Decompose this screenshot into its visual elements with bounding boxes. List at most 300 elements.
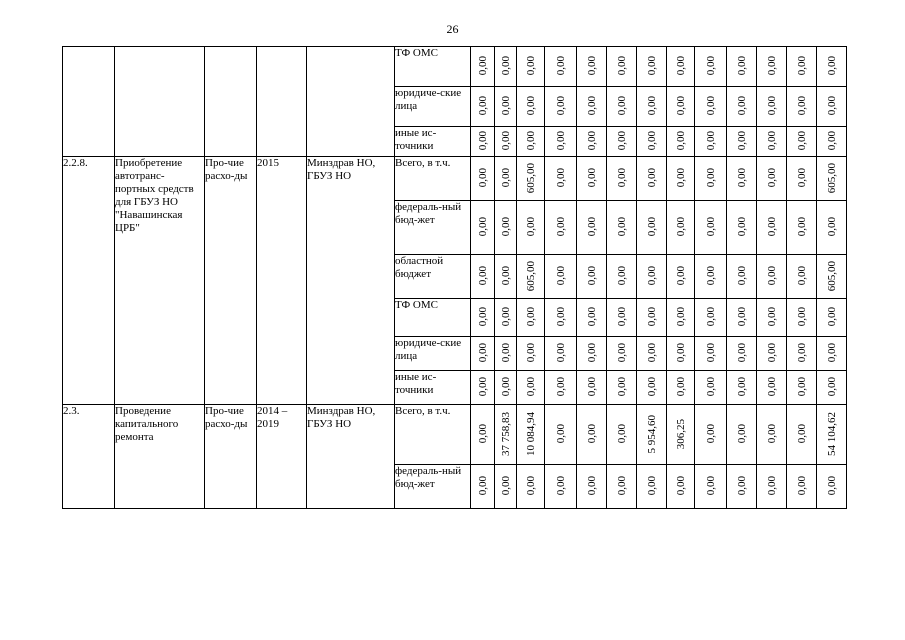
value-text: 0,00 xyxy=(674,476,687,496)
value-cell xyxy=(545,87,577,127)
item-name-cell: Проведение капитального ремонта xyxy=(115,405,205,509)
value-text: 0,00 xyxy=(524,377,537,397)
page-number: 26 xyxy=(446,22,459,36)
funding-source-cell: Всего, в т.ч. xyxy=(395,405,471,465)
value-text: 0,00 xyxy=(476,343,489,363)
value-text: 0,00 xyxy=(585,168,598,188)
value-cell xyxy=(757,157,787,201)
value-cell xyxy=(471,465,495,509)
value-text: 0,00 xyxy=(765,424,778,444)
value-text: 0,00 xyxy=(795,476,808,496)
value-text: 0,00 xyxy=(524,56,537,76)
budget-table xyxy=(62,46,847,509)
value-cell xyxy=(667,371,695,405)
value-wrapper xyxy=(637,157,666,199)
value-wrapper xyxy=(545,371,576,403)
value-cell xyxy=(545,47,577,87)
value-text: 0,00 xyxy=(615,343,628,363)
value-wrapper xyxy=(577,47,606,85)
value-wrapper xyxy=(727,127,756,155)
value-cell xyxy=(667,299,695,337)
value-cell xyxy=(817,87,847,127)
value-wrapper xyxy=(667,465,694,507)
value-cell xyxy=(695,201,727,255)
value-text: 0,00 xyxy=(704,476,717,496)
value-cell xyxy=(471,87,495,127)
value-wrapper xyxy=(545,157,576,199)
value-cell xyxy=(517,405,545,465)
value-cell xyxy=(667,405,695,465)
value-cell xyxy=(545,127,577,157)
value-cell xyxy=(695,127,727,157)
value-text: 0,00 xyxy=(704,424,717,444)
value-cell xyxy=(637,201,667,255)
value-text: 0,00 xyxy=(735,424,748,444)
value-cell xyxy=(471,371,495,405)
value-wrapper xyxy=(727,87,756,125)
value-text: 0,00 xyxy=(765,377,778,397)
value-cell xyxy=(757,87,787,127)
value-wrapper xyxy=(495,87,516,125)
value-cell xyxy=(667,465,695,509)
value-text: 0,00 xyxy=(554,96,567,116)
value-cell xyxy=(517,465,545,509)
funding-source-cell: иные ис-точники xyxy=(395,371,471,405)
value-text: 0,00 xyxy=(735,343,748,363)
value-text: 0,00 xyxy=(554,168,567,188)
value-cell xyxy=(727,255,757,299)
value-text: 0,00 xyxy=(704,266,717,286)
value-wrapper xyxy=(757,201,786,253)
value-cell xyxy=(545,299,577,337)
value-cell xyxy=(495,87,517,127)
value-wrapper xyxy=(607,87,636,125)
expense-type-cell xyxy=(205,47,257,157)
value-text: 0,00 xyxy=(704,131,717,151)
value-text: 0,00 xyxy=(735,56,748,76)
value-wrapper xyxy=(577,337,606,369)
value-wrapper xyxy=(637,337,666,369)
value-wrapper xyxy=(757,47,786,85)
value-cell xyxy=(667,87,695,127)
value-text: 0,00 xyxy=(645,217,658,237)
value-cell xyxy=(757,255,787,299)
value-wrapper xyxy=(495,157,516,199)
value-text: 0,00 xyxy=(704,307,717,327)
value-cell xyxy=(495,127,517,157)
value-cell xyxy=(757,299,787,337)
value-wrapper xyxy=(495,371,516,403)
value-wrapper xyxy=(817,337,846,369)
value-cell xyxy=(727,157,757,201)
value-text: 0,00 xyxy=(735,217,748,237)
value-wrapper xyxy=(545,465,576,507)
value-wrapper xyxy=(817,127,846,155)
value-wrapper xyxy=(577,127,606,155)
value-text: 0,00 xyxy=(704,217,717,237)
value-wrapper xyxy=(787,127,816,155)
value-cell xyxy=(667,47,695,87)
value-text: 0,00 xyxy=(554,307,567,327)
value-wrapper xyxy=(495,465,516,507)
value-text: 0,00 xyxy=(499,377,512,397)
value-wrapper xyxy=(577,87,606,125)
value-wrapper xyxy=(817,87,846,125)
value-wrapper xyxy=(787,337,816,369)
value-text: 0,00 xyxy=(499,307,512,327)
value-wrapper xyxy=(607,371,636,403)
value-cell xyxy=(787,47,817,87)
value-cell xyxy=(667,201,695,255)
value-cell xyxy=(607,201,637,255)
value-cell xyxy=(695,157,727,201)
value-text: 10 084,94 xyxy=(524,412,537,456)
value-text: 0,00 xyxy=(795,56,808,76)
value-wrapper xyxy=(787,255,816,297)
value-wrapper xyxy=(787,299,816,335)
value-cell xyxy=(817,299,847,337)
value-text: 0,00 xyxy=(825,131,838,151)
value-wrapper xyxy=(695,255,726,297)
value-cell xyxy=(607,157,637,201)
value-text: 0,00 xyxy=(825,343,838,363)
value-cell xyxy=(695,87,727,127)
table-row xyxy=(63,157,847,201)
value-text: 0,00 xyxy=(735,377,748,397)
value-wrapper xyxy=(471,255,494,297)
value-wrapper xyxy=(577,371,606,403)
value-wrapper xyxy=(495,299,516,335)
value-cell xyxy=(695,299,727,337)
value-cell xyxy=(495,371,517,405)
value-wrapper xyxy=(817,405,846,463)
value-cell xyxy=(727,337,757,371)
value-cell xyxy=(637,299,667,337)
value-text: 0,00 xyxy=(554,424,567,444)
value-cell xyxy=(787,87,817,127)
value-wrapper xyxy=(817,47,846,85)
value-text: 0,00 xyxy=(615,56,628,76)
value-cell xyxy=(817,157,847,201)
value-cell xyxy=(757,337,787,371)
value-wrapper xyxy=(577,465,606,507)
value-text: 0,00 xyxy=(765,266,778,286)
value-wrapper xyxy=(637,465,666,507)
value-wrapper xyxy=(607,405,636,463)
value-cell xyxy=(495,337,517,371)
value-wrapper xyxy=(757,157,786,199)
value-text: 0,00 xyxy=(585,217,598,237)
value-text: 0,00 xyxy=(585,377,598,397)
value-wrapper xyxy=(471,127,494,155)
value-wrapper xyxy=(695,87,726,125)
value-wrapper xyxy=(667,157,694,199)
value-text: 0,00 xyxy=(476,476,489,496)
value-cell xyxy=(727,405,757,465)
value-cell xyxy=(727,127,757,157)
value-text: 0,00 xyxy=(499,217,512,237)
value-text: 0,00 xyxy=(674,56,687,76)
value-cell xyxy=(545,465,577,509)
value-wrapper xyxy=(667,299,694,335)
value-cell xyxy=(495,157,517,201)
item-number-cell xyxy=(63,47,115,157)
value-text: 0,00 xyxy=(825,377,838,397)
value-cell xyxy=(517,255,545,299)
value-cell xyxy=(695,255,727,299)
value-wrapper xyxy=(667,201,694,253)
value-cell xyxy=(727,465,757,509)
value-cell xyxy=(495,255,517,299)
value-cell xyxy=(727,299,757,337)
value-text: 0,00 xyxy=(524,476,537,496)
value-cell xyxy=(577,405,607,465)
value-cell xyxy=(667,157,695,201)
value-wrapper xyxy=(607,337,636,369)
value-text: 0,00 xyxy=(674,168,687,188)
value-text: 0,00 xyxy=(825,56,838,76)
value-text: 0,00 xyxy=(524,131,537,151)
value-wrapper xyxy=(517,127,544,155)
executor-cell xyxy=(307,47,395,157)
value-text: 0,00 xyxy=(645,343,658,363)
value-cell xyxy=(577,371,607,405)
value-wrapper xyxy=(727,405,756,463)
value-text: 0,00 xyxy=(645,307,658,327)
value-text: 0,00 xyxy=(704,168,717,188)
value-cell xyxy=(471,255,495,299)
value-wrapper xyxy=(607,127,636,155)
value-wrapper xyxy=(695,127,726,155)
value-wrapper xyxy=(517,47,544,85)
value-cell xyxy=(577,87,607,127)
value-wrapper xyxy=(817,201,846,253)
value-cell xyxy=(607,255,637,299)
value-text: 0,00 xyxy=(476,377,489,397)
expense-type-cell: Про-чие расхо-ды xyxy=(205,157,257,405)
value-cell xyxy=(545,405,577,465)
value-text: 0,00 xyxy=(585,307,598,327)
value-text: 0,00 xyxy=(476,217,489,237)
value-text: 0,00 xyxy=(476,266,489,286)
value-text: 0,00 xyxy=(524,307,537,327)
value-text: 0,00 xyxy=(585,96,598,116)
value-wrapper xyxy=(577,201,606,253)
value-wrapper xyxy=(757,465,786,507)
value-text: 0,00 xyxy=(615,424,628,444)
funding-source-cell: Всего, в т.ч. xyxy=(395,157,471,201)
value-cell xyxy=(695,371,727,405)
value-text: 0,00 xyxy=(585,424,598,444)
value-cell xyxy=(577,299,607,337)
value-wrapper xyxy=(695,47,726,85)
value-wrapper xyxy=(577,157,606,199)
value-cell xyxy=(757,47,787,87)
value-wrapper xyxy=(757,299,786,335)
value-wrapper xyxy=(607,157,636,199)
value-text: 0,00 xyxy=(615,266,628,286)
value-wrapper xyxy=(637,47,666,85)
funding-source-cell: иные ис-точники xyxy=(395,127,471,157)
value-wrapper xyxy=(637,255,666,297)
value-text: 0,00 xyxy=(674,266,687,286)
value-text: 0,00 xyxy=(765,131,778,151)
value-text: 0,00 xyxy=(704,377,717,397)
value-cell xyxy=(545,201,577,255)
value-text: 605,00 xyxy=(825,162,838,194)
value-text: 0,00 xyxy=(795,96,808,116)
value-wrapper xyxy=(757,87,786,125)
value-cell xyxy=(495,47,517,87)
funding-source-cell: федераль-ный бюд-жет xyxy=(395,201,471,255)
value-cell xyxy=(517,47,545,87)
value-cell xyxy=(757,465,787,509)
value-wrapper xyxy=(727,371,756,403)
value-text: 0,00 xyxy=(674,96,687,116)
value-wrapper xyxy=(495,337,516,369)
value-cell xyxy=(577,127,607,157)
value-cell xyxy=(637,337,667,371)
value-wrapper xyxy=(495,201,516,253)
value-cell xyxy=(517,299,545,337)
value-cell xyxy=(577,47,607,87)
value-cell xyxy=(637,47,667,87)
value-wrapper xyxy=(495,127,516,155)
value-wrapper xyxy=(695,157,726,199)
item-number-cell: 2.2.8. xyxy=(63,157,115,405)
value-wrapper xyxy=(607,201,636,253)
table-row xyxy=(63,405,847,465)
value-wrapper xyxy=(817,299,846,335)
value-text: 0,00 xyxy=(645,131,658,151)
table-row xyxy=(63,47,847,87)
value-wrapper xyxy=(607,299,636,335)
value-text: 0,00 xyxy=(704,343,717,363)
value-cell xyxy=(517,371,545,405)
value-wrapper xyxy=(817,465,846,507)
value-wrapper xyxy=(471,371,494,403)
value-wrapper xyxy=(757,371,786,403)
value-wrapper xyxy=(545,127,576,155)
value-wrapper xyxy=(495,255,516,297)
value-text: 0,00 xyxy=(645,168,658,188)
value-text: 0,00 xyxy=(795,424,808,444)
value-text: 0,00 xyxy=(765,168,778,188)
value-wrapper xyxy=(695,405,726,463)
value-cell xyxy=(577,201,607,255)
value-cell xyxy=(695,465,727,509)
value-text: 0,00 xyxy=(674,131,687,151)
value-wrapper xyxy=(727,465,756,507)
value-cell xyxy=(787,127,817,157)
value-wrapper xyxy=(667,47,694,85)
executor-cell: Минздрав НО, ГБУЗ НО xyxy=(307,157,395,405)
value-text: 0,00 xyxy=(645,377,658,397)
value-text: 605,00 xyxy=(524,162,537,194)
value-text: 0,00 xyxy=(795,377,808,397)
value-cell xyxy=(495,405,517,465)
value-text: 0,00 xyxy=(704,96,717,116)
value-text: 0,00 xyxy=(795,266,808,286)
value-wrapper xyxy=(637,87,666,125)
value-text: 0,00 xyxy=(735,96,748,116)
value-cell xyxy=(787,299,817,337)
value-wrapper xyxy=(517,299,544,335)
value-wrapper xyxy=(471,157,494,199)
value-wrapper xyxy=(545,87,576,125)
funding-source-cell: юридиче-ские лица xyxy=(395,87,471,127)
value-text: 0,00 xyxy=(615,217,628,237)
value-text: 0,00 xyxy=(765,96,778,116)
value-cell xyxy=(667,337,695,371)
value-wrapper xyxy=(695,201,726,253)
value-cell xyxy=(787,465,817,509)
value-cell xyxy=(471,201,495,255)
executor-cell: Минздрав НО, ГБУЗ НО xyxy=(307,405,395,509)
value-text: 306,25 xyxy=(674,418,687,450)
value-text: 0,00 xyxy=(499,343,512,363)
value-text: 0,00 xyxy=(735,476,748,496)
value-cell xyxy=(787,255,817,299)
value-cell xyxy=(695,47,727,87)
item-number-cell: 2.3. xyxy=(63,405,115,509)
value-wrapper xyxy=(517,201,544,253)
value-text: 0,00 xyxy=(499,266,512,286)
value-text: 0,00 xyxy=(795,168,808,188)
value-text: 0,00 xyxy=(674,217,687,237)
value-wrapper xyxy=(637,405,666,463)
value-cell xyxy=(757,371,787,405)
value-text: 0,00 xyxy=(615,377,628,397)
value-wrapper xyxy=(517,465,544,507)
value-text: 0,00 xyxy=(476,307,489,327)
value-wrapper xyxy=(817,371,846,403)
value-text: 0,00 xyxy=(765,56,778,76)
value-text: 0,00 xyxy=(585,343,598,363)
value-text: 0,00 xyxy=(499,56,512,76)
value-wrapper xyxy=(695,337,726,369)
value-wrapper xyxy=(667,255,694,297)
value-cell xyxy=(471,47,495,87)
value-wrapper xyxy=(607,255,636,297)
value-wrapper xyxy=(787,465,816,507)
value-cell xyxy=(607,299,637,337)
years-cell xyxy=(257,47,307,157)
value-wrapper xyxy=(727,337,756,369)
value-text: 0,00 xyxy=(554,377,567,397)
value-cell xyxy=(667,127,695,157)
value-cell xyxy=(817,127,847,157)
value-text: 0,00 xyxy=(499,96,512,116)
value-cell xyxy=(577,337,607,371)
value-text: 0,00 xyxy=(476,168,489,188)
value-text: 0,00 xyxy=(795,131,808,151)
value-text: 0,00 xyxy=(615,476,628,496)
value-wrapper xyxy=(495,405,516,463)
value-wrapper xyxy=(817,255,846,297)
value-text: 0,00 xyxy=(499,476,512,496)
value-cell xyxy=(607,405,637,465)
value-wrapper xyxy=(545,201,576,253)
value-wrapper xyxy=(637,299,666,335)
value-text: 0,00 xyxy=(615,168,628,188)
value-text: 0,00 xyxy=(585,131,598,151)
value-text: 0,00 xyxy=(645,476,658,496)
value-text: 605,00 xyxy=(524,260,537,292)
value-text: 605,00 xyxy=(825,260,838,292)
value-cell xyxy=(517,201,545,255)
value-wrapper xyxy=(471,405,494,463)
